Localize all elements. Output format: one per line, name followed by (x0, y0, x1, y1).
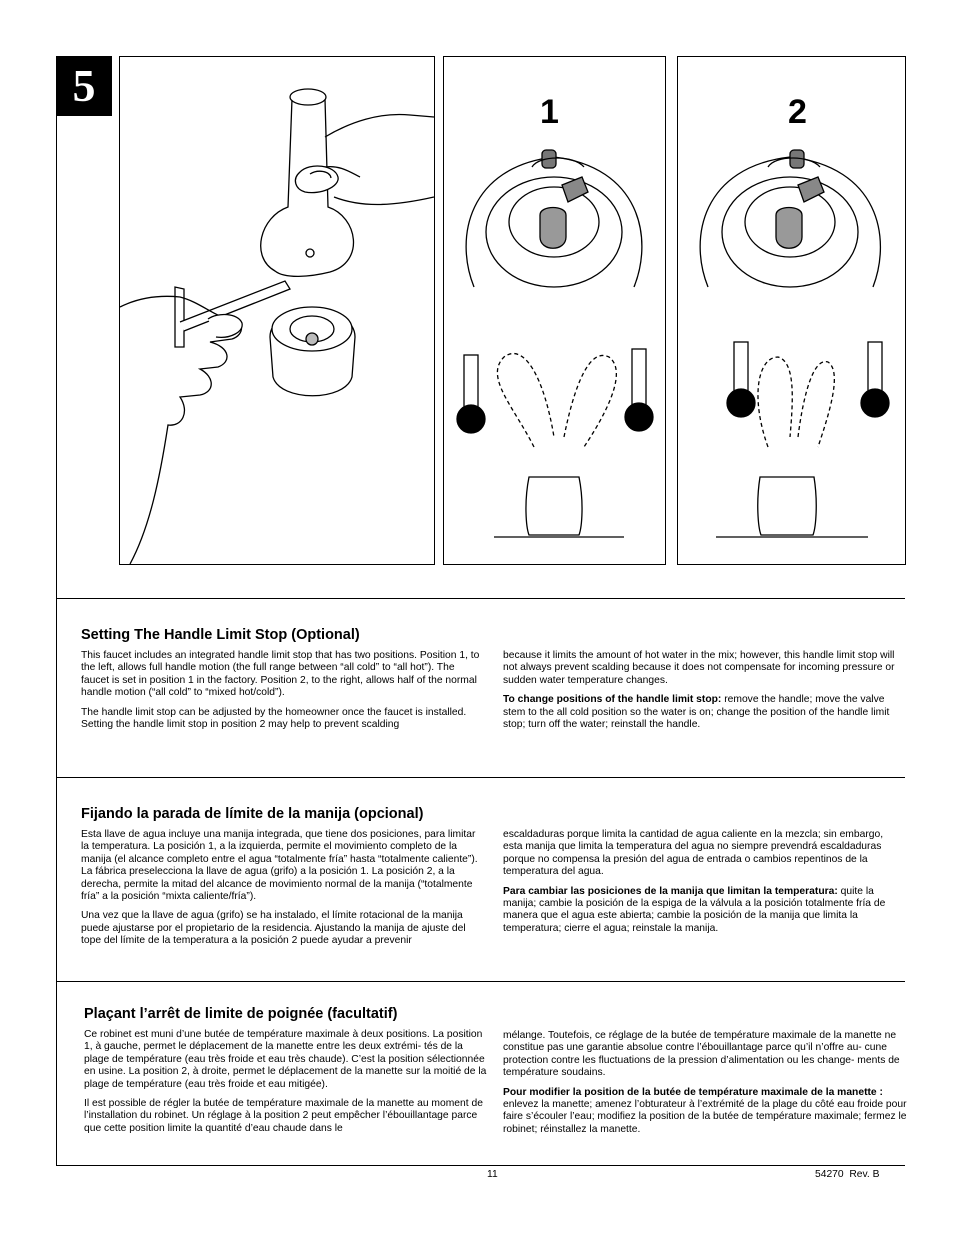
english-instructions-text: remove the handle; move the valve stem to the all cold position so the water is on; change the position of the handle limit stop; turn off the water; reinstall the handle. (503, 694, 890, 731)
english-paragraph: The handle limit stop can be adjusted by the homeowner once the faucet is installed. Setting the handle limit stop in position 2 may help to prevent scalding (81, 706, 467, 731)
french-instructions-text: enlevez la manette; amenez l’obturateur à l’extrémité de la plage du côté eau froide pour faire s’écouler l’eau; modifiez la position de la butée de température maximale; fermez le robinet; réinstallez la manette. (503, 1099, 907, 1135)
french-paragraph: Il est possible de régler la butée de température maximale de la manette au moment de l’installation du robinet. Un réglage à la position 2 peut empêcher l’ébouillantage parce que cette position limite la quantité d’eau chaude dans le (84, 1098, 483, 1134)
french-column-right (503, 1030, 907, 1143)
spanish-paragraph: escaldaduras porque limita la cantidad de agua caliente en la mezcla; sin embargo, esta manija que limita la temperatura del agua no siempre prevendrá escaldaduras porque no compensa la presión del agua de entrada o cambios repentinos de la temperatura del agua. (503, 829, 884, 878)
section-divider (56, 981, 905, 982)
spanish-column-left (81, 829, 485, 955)
section-divider (56, 598, 905, 599)
english-column-right (503, 650, 903, 738)
page-frame-bottom (56, 1165, 905, 1166)
english-paragraph: because it limits the amount of hot water in the mix; however, this handle limit stop will not always prevent scalding because it does not compensate for incoming pressure or sudden water temperature changes. (503, 650, 895, 686)
illustration-position-2 (677, 56, 906, 565)
step-number: 5 (56, 56, 112, 116)
english-instructions (503, 694, 903, 731)
spanish-paragraph: Esta llave de agua incluye una manija integrada, que tiene dos posiciones, para limitar la temperatura. La posición 1, a la izquierda, permite el movimiento completo de la manija (el alcance completo entre el agua “totalmente fría” hasta “totalmente caliente”). La fábrica preselecciona la llave de agua (grifo) a la posición 1. La posición 2, a la derecha, permite la mitad del alcance de movimiento normal de la manija (“totalmente fría” a la posición “mixta caliente/fría”). (81, 829, 478, 903)
section-title-french: Plaçant l’arrêt de limite de poignée (facultatif) (84, 1006, 398, 1022)
french-paragraph: Ce robinet est muni d’une butée de température maximale à deux positions. La position 1, à gauche, permet le déplacement de la manette entre les deux extrémi- tés de la plage de température (eau très froide et eau très chaude). C’est la position sélectionnée en usine. La position 2, à droite, permet le déplacement de la manette sur la moitié de la plage de température (eau très froide et eau mitigée). (84, 1029, 487, 1090)
position-1-label: 1 (540, 93, 559, 131)
spanish-instructions-lead: Para cambiar las posiciones de la manija que limitan la temperatura: (503, 885, 838, 897)
page-frame-left (56, 56, 57, 1166)
spanish-paragraph: Una vez que la llave de agua (grifo) se ha instalado, el límite rotacional de la manija puede ajustarse por el propietario de la residencia. Ajustando la manija de ajuste del tope del límite de la temperatura a la posición 2 puede ayudar a prevenir (81, 910, 466, 947)
section-title-spanish: Fijando la parada de límite de la manija (opcional) (81, 806, 424, 822)
illustration-position-1 (443, 56, 666, 565)
section-divider (56, 777, 905, 778)
page-number: 11 (487, 1169, 498, 1180)
section-title-english: Setting The Handle Limit Stop (Optional) (81, 627, 360, 643)
french-instructions-lead: Pour modifier la position de la butée de température maximale de la manette : (503, 1086, 883, 1098)
french-paragraph: mélange. Toutefois, ce réglage de la butée de température maximale de la manette ne constitue pas une garantie absolue contre l’ébouillantage parce qu’il n’offre au- cune protection contre les fluctuations de la pression d’alimentation ou les change- ments de température soudains. (503, 1030, 900, 1079)
french-column-left (84, 1029, 488, 1142)
english-instructions-lead: To change positions of the handle limit stop: (503, 694, 722, 706)
document-revision: 54270 Rev. B (815, 1169, 880, 1180)
french-instructions (503, 1087, 907, 1137)
spanish-instructions-text: quite la manija; cambie la posición de la espiga de la válvula a la posición totalmente fría de manera que el agua este abierta; cambie la posición de la manija que limita la temperatura; cierre el agua; reinstale la manija. (503, 885, 886, 934)
spanish-instructions (503, 886, 905, 936)
illustration-remove-handle (119, 56, 435, 565)
english-column-left (81, 650, 481, 738)
spanish-column-right (503, 829, 905, 942)
position-2-label: 2 (788, 93, 807, 131)
english-paragraph: This faucet includes an integrated handle limit stop that has two positions. Position 1, to the left, allows full handle motion (the full range between “all cold” to “all hot”). The faucet is set in position 1 in the factory. Position 2, to the right, allows half of the normal handle motion (“all cold” to “mixed hot/cold”). (81, 650, 480, 699)
